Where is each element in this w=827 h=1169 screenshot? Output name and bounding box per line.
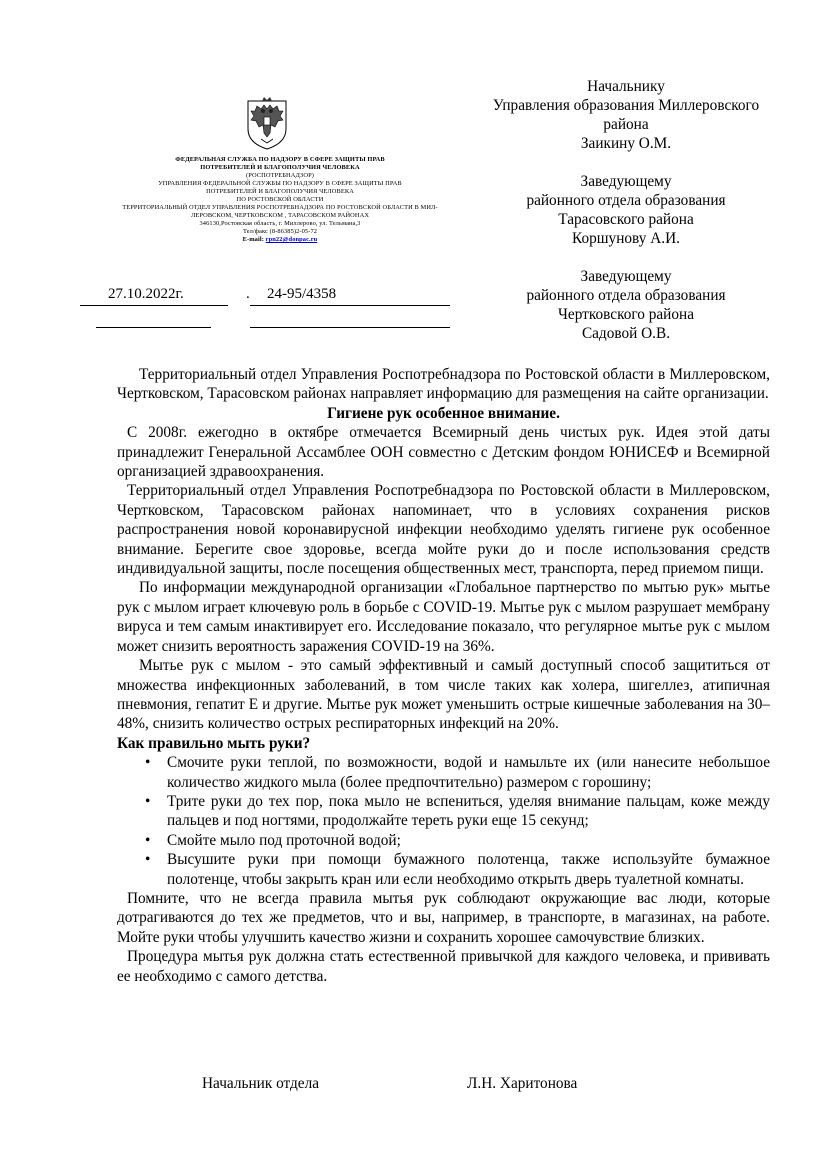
org-line: ПО РОСТОВСКОЙ ОБЛАСТИ — [236, 196, 324, 203]
addressee — [470, 172, 782, 248]
org-line: ПОТРЕБИТЕЛЕЙ И БЛАГОПОЛУЧИЯ ЧЕЛОВЕКА — [200, 164, 360, 171]
letter-body — [117, 365, 770, 986]
signature-position: Начальник отдела — [202, 1075, 320, 1092]
blank-line — [250, 327, 450, 328]
email-label: E-mail: — [242, 236, 264, 243]
org-address: 346130,Ростовская область, г. Миллерово, ул. Тельмана,3 — [199, 220, 361, 227]
letter-date: 27.10.2022г. — [108, 286, 184, 302]
blank-line — [96, 327, 211, 328]
paragraph: Помните, что не всегда правила мытья рук соблюдают окружающие вас люди, которые дотрагиваются до тех же предметов, что и вы, например, в транспорте, в магазинах, на работе. Мойте руки чтобы улучшить качество жизни и сохранить хорошее самочувствие близких. — [117, 889, 770, 946]
paragraph: Мытье рук с мылом - это самый эффективный и самый доступный способ защититься от множества инфекционных заболеваний, в том числе таких как холера, шигеллез, атипичная пневмония, гепатит Е и другие. Мытье рук может уменьшить острые кишечные заболевания на 30–48%, снизить количество острых респираторных инфекций на 20%. — [117, 657, 770, 733]
addressee — [470, 77, 782, 153]
russian-coat-of-arms-icon — [244, 95, 290, 151]
intro-paragraph: Территориальный отдел Управления Роспотребнадзора по Ростовской области в Миллеровском, Чертковском, Тарасовском районах направляет информацию для размещения на сайте организации. — [117, 366, 770, 403]
number-prefix: . — [246, 286, 250, 302]
list-item — [117, 831, 770, 850]
org-line: ЛЕРОВСКОМ, ЧЕРТКОВСКОМ , ТАРАСОВСКОМ РАЙОНАХ — [190, 212, 370, 219]
org-line: (РОСПОТРЕБНАДЗОР) — [246, 172, 314, 179]
org-line: ТЕРРИТОРИАЛЬНЫЙ ОТДЕЛ УПРАВЛЕНИЯ РОСПОТРЕБНАДЗОРА ПО РОСТОВСКОЙ ОБЛАСТИ В МИЛ- — [122, 204, 438, 211]
addressee-line: Заикину О.М. — [580, 135, 672, 152]
paragraph: Территориальный отдел Управления Роспотребнадзора по Ростовской области в Миллеровском, Чертковском, Тарасовском районах напоминает, что в условиях сохранения рисков распространения новой коронавирусной инфекции необходимо уделять гигиене рук особенное внимание. Берегите свое здоровье, всегда мойте руки до и после использования средств индивидуальной защиты, после посещения общественных мест, транспорта, перед приемом пищи. — [117, 482, 770, 578]
list-item — [117, 753, 770, 792]
letter-number: 24-95/4358 — [267, 286, 337, 302]
step-text: Смочите руки теплой, по возможности, водой и намыльте их (или нанесите небольшое количество жидкого мыла (более предпочтительно) размером с горошину; — [167, 754, 770, 791]
org-line: ФЕДЕРАЛЬНАЯ СЛУЖБА ПО НАДЗОРУ В СФЕРЕ ЗАЩИТЫ ПРАВ — [175, 156, 385, 163]
addressee-line: Управления образования Миллеровского — [492, 97, 760, 114]
list-item — [117, 792, 770, 831]
step-text: Трите руки до тех пор, пока мыло не вспениться, уделяя внимание пальцам, коже между пальцев и под ногтями, продолжайте тереть руки еще 15 секунд; — [167, 792, 770, 830]
addressees — [470, 77, 782, 343]
email-link[interactable]: rpn22@donpac.ru — [265, 236, 318, 243]
org-line: УПРАВЛЕНИЯ ФЕДЕРАЛЬНОЙ СЛУЖБЫ ПО НАДЗОРУ В СФЕРЕ ЗАЩИТЫ ПРАВ — [158, 180, 402, 187]
org-line: ПОТРЕБИТЕЛЕЙ И БЛАГОПОЛУЧИЯ ЧЕЛОВЕКА — [206, 188, 354, 195]
addressee-line: Тарасовского района — [558, 211, 694, 228]
addressee-line: Садовой О.В. — [581, 325, 671, 342]
bullet-icon: • — [145, 792, 151, 810]
addressee-line: Коршунову А.И. — [572, 230, 680, 247]
section-title: Гигиене рук особенное внимание. — [327, 404, 560, 422]
paragraph: Процедура мытья рук должна стать естественной привычкой для каждого человека, и прививать ее необходимо с самого детства. — [117, 948, 770, 985]
addressee-line: районного отдела образования — [526, 287, 726, 304]
date-underline — [80, 305, 228, 306]
organization-header — [95, 156, 465, 244]
bullet-icon: • — [145, 851, 151, 869]
addressee-line: Чертковского района — [557, 306, 694, 323]
paragraph: По информации международной организации «Глобальное партнерство по мытью рук» мытье рук с мылом играет ключевую роль в борьбе с COVID-19. Мытье рук с мылом разрушает мембрану вируса и тем самым инактивирует его. Исследование показало, что регулярное мытье рук с мылом может снизить вероятность заражения COVID-19 на 36%. — [117, 579, 770, 655]
step-text: Смойте мыло под проточной водой; — [167, 831, 401, 849]
signature-name: Л.Н. Харитонова — [467, 1075, 578, 1092]
org-phone: Тел/факс (8-86385)2-05-72 — [242, 228, 318, 235]
steps-list — [117, 753, 770, 889]
paragraph: С 2008г. ежегодно в октябре отмечается Всемирный день чистых рук. Идея этой даты принадлежит Генеральной Ассамблее ООН совместно с Детским фондом ЮНИСЕФ и Всемирной организацией здравоохранения. — [117, 424, 770, 481]
bullet-icon: • — [145, 831, 151, 849]
bullet-icon: • — [145, 754, 151, 772]
howto-title: Как правильно мыть руки? — [117, 734, 311, 752]
addressee-line: Начальнику — [587, 78, 665, 95]
org-email-line — [95, 236, 465, 244]
list-item — [117, 850, 770, 889]
number-underline — [250, 305, 450, 306]
addressee-line: районного отдела образования — [526, 192, 726, 209]
addressee-line: района — [603, 116, 649, 133]
addressee — [470, 267, 782, 343]
step-text: Высушите руки при помощи бумажного полотенца, также используйте бумажное полотенце, чтобы закрыть кран или если необходимо открыть дверь туалетной комнаты. — [167, 851, 770, 888]
addressee-line: Заведующему — [580, 173, 672, 190]
addressee-line: Заведующему — [580, 268, 672, 285]
